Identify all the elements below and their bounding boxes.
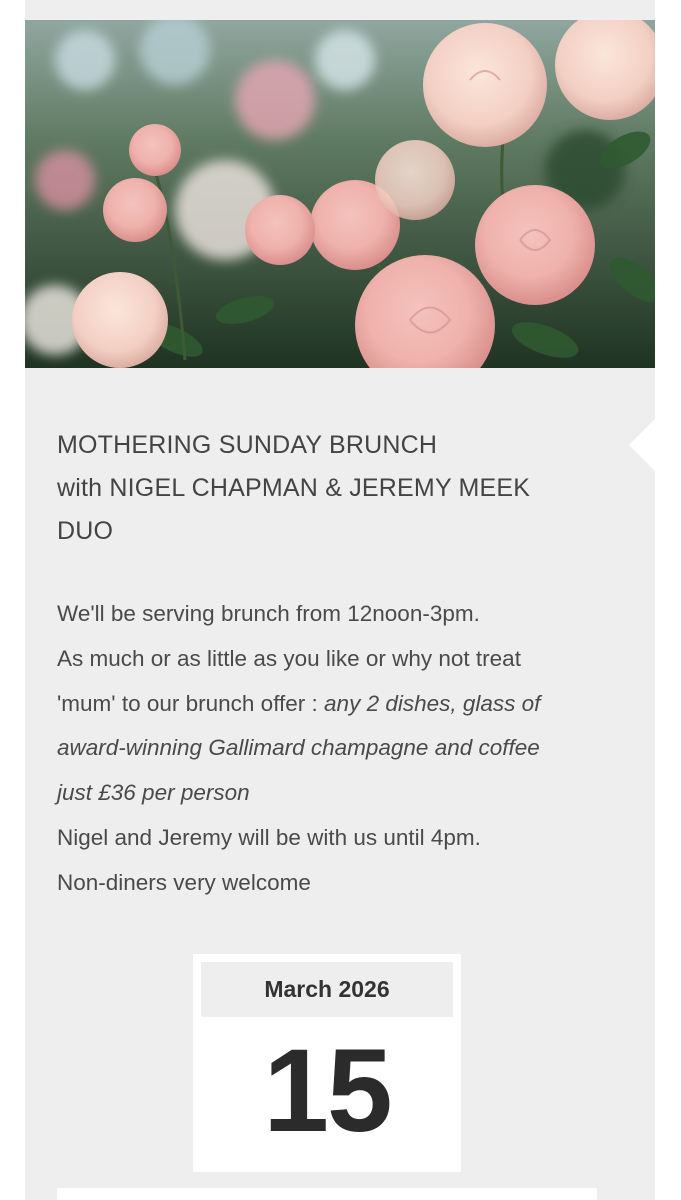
offer-price: just £36 per person [57,780,250,806]
description-line [57,682,627,727]
event-date-badge [193,954,461,1172]
event-title-line: DUO [57,517,114,545]
pink-roses-photo-icon [25,20,655,368]
date-day: 15 [263,1025,391,1157]
event-description [57,592,627,906]
offer-text: any 2 dishes, glass of [324,690,541,716]
description-line: Non-diners very welcome [57,869,311,895]
event-title [57,424,617,553]
description-line [57,771,627,816]
offer-text: award-winning Gallimard champagne and coffee [57,735,540,761]
description-line: As much or as little as you like or why not treat [57,645,521,671]
description-text: 'mum' to our brunch offer : [57,690,325,716]
description-line: We'll be serving brunch from 12noon-3pm. [57,601,480,626]
event-hero-image [25,20,655,368]
date-month-year: March 2026 [201,962,453,1017]
description-line [57,726,627,771]
next-section-edge [57,1188,597,1200]
event-title-line: with NIGEL CHAPMAN & JEREMY MEEK [57,474,531,502]
event-title-line: MOTHERING SUNDAY BRUNCH [57,431,438,459]
card-notch [629,418,656,472]
description-line: Nigel and Jeremy will be with us until 4pm. [57,824,481,850]
